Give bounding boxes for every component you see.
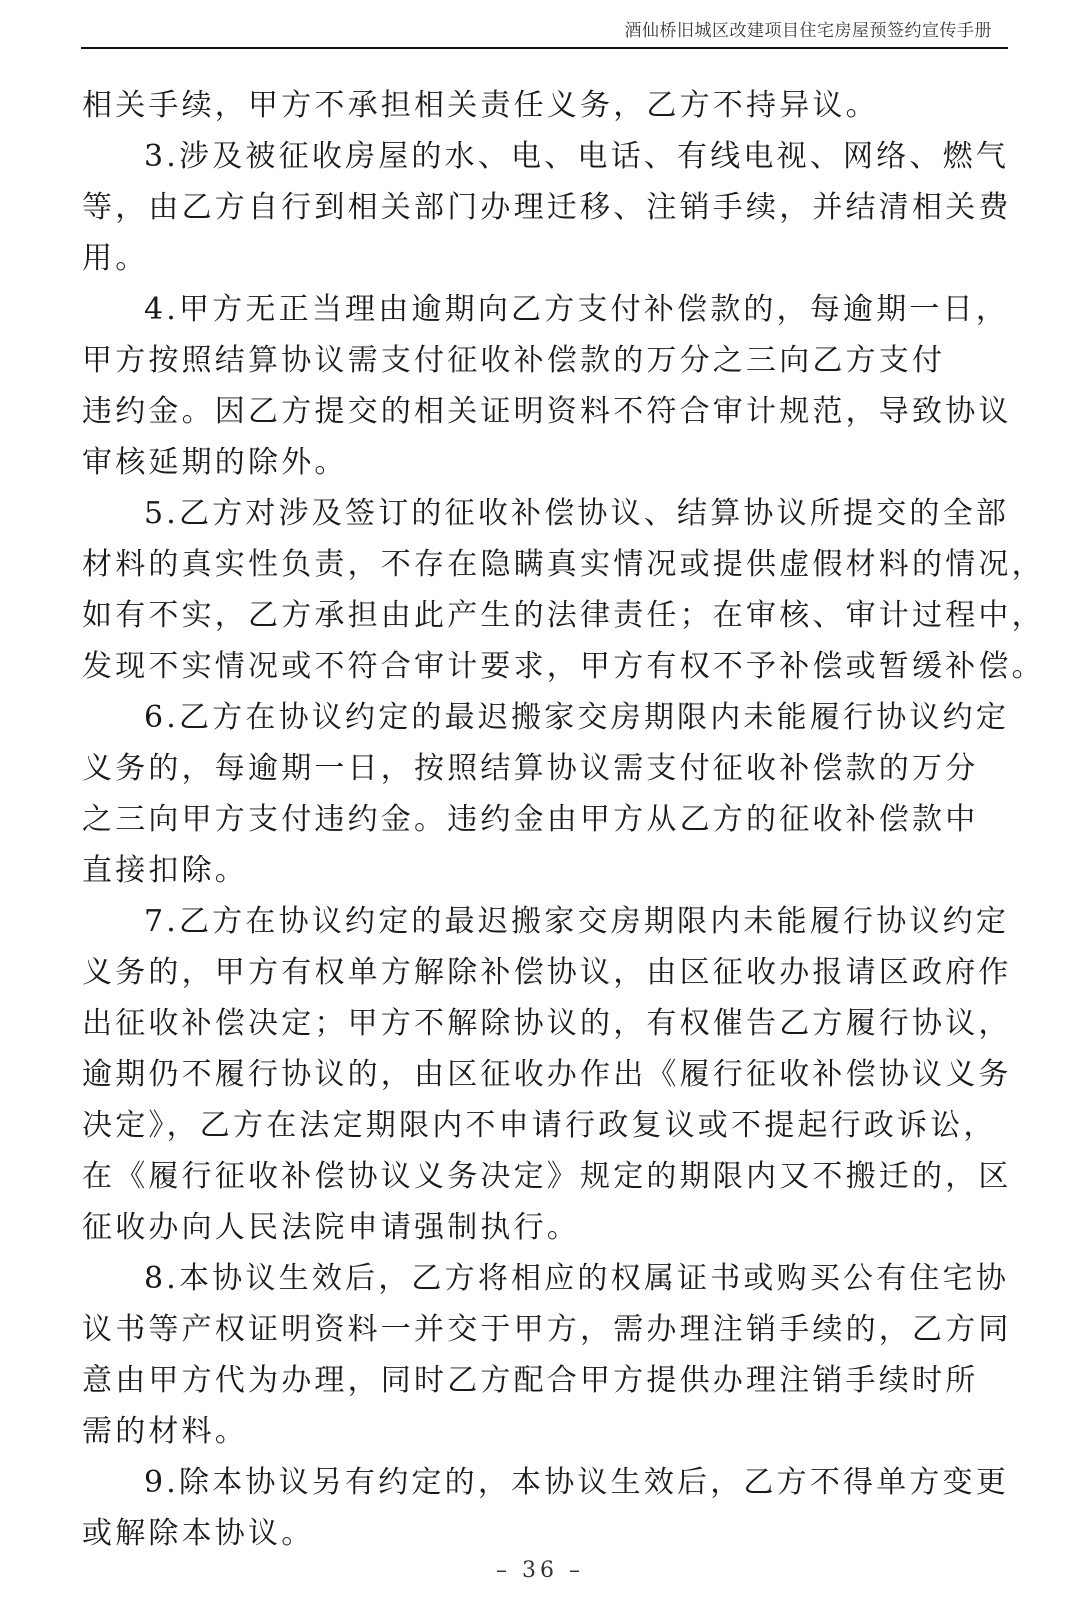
document-title: 酒仙桥旧城区改建项目住宅房屋预签约宣传手册 — [624, 21, 992, 41]
paragraph-line: 决定》，乙方在法定期限内不申请行政复议或不提起行政诉讼， — [82, 1108, 997, 1143]
paragraph-line: 甲方按照结算协议需支付征收补偿款的万分之三向乙方支付 — [82, 343, 946, 378]
paragraph-line: 征收办向人民法院申请强制执行。 — [82, 1210, 580, 1245]
paragraph-first-line: 5.乙方对涉及签订的征收补偿协议、结算协议所提交的全部 — [144, 496, 1010, 531]
paragraph-first-line: 3.涉及被征收房屋的水、电、电话、有线电视、网络、燃气 — [144, 139, 1010, 174]
paragraph-line: 直接扣除。 — [82, 853, 248, 888]
paragraph-first-line: 8.本协议生效后，乙方将相应的权属证书或购买公有住宅协 — [144, 1261, 1010, 1296]
paragraph-line: 之三向甲方支付违约金。违约金由甲方从乙方的征收补偿款中 — [82, 802, 979, 837]
paragraph-line: 义务的，每逾期一日，按照结算协议需支付征收补偿款的万分 — [82, 751, 979, 786]
paragraph-first-line: 9.除本协议另有约定的，本协议生效后，乙方不得单方变更 — [144, 1465, 1010, 1500]
paragraph-first-line: 6.乙方在协议约定的最迟搬家交房期限内未能履行协议约定 — [144, 700, 1010, 735]
page-header — [81, 0, 1008, 49]
paragraph-line: 发现不实情况或不符合审计要求，甲方有权不予补偿或暂缓补偿。 — [82, 649, 1045, 684]
paragraph-line: 审核延期的除外。 — [82, 445, 348, 480]
paragraph-line: 意由甲方代为办理，同时乙方配合甲方提供办理注销手续时所 — [82, 1363, 979, 1398]
page-number: – 36 – — [496, 1558, 584, 1583]
paragraph-line: 议书等产权证明资料一并交于甲方，需办理注销手续的，乙方同 — [82, 1312, 1012, 1347]
page-body — [82, 80, 1045, 1559]
paragraph-first-line: 7.乙方在协议约定的最迟搬家交房期限内未能履行协议约定 — [144, 904, 1010, 939]
paragraph-line: 相关手续，甲方不承担相关责任义务，乙方不持异议。 — [82, 88, 879, 123]
paragraph-first-line: 4.甲方无正当理由逾期向乙方支付补偿款的，每逾期一日， — [144, 292, 1010, 327]
paragraph-line: 义务的，甲方有权单方解除补偿协议，由区征收办报请区政府作 — [82, 955, 1012, 990]
paragraph-line: 出征收补偿决定；甲方不解除协议的，有权催告乙方履行协议， — [82, 1006, 1012, 1041]
paragraph-line: 在《履行征收补偿协议义务决定》规定的期限内又不搬迁的，区 — [82, 1159, 1012, 1194]
paragraph-line: 违约金。因乙方提交的相关证明资料不符合审计规范，导致协议 — [82, 394, 1012, 429]
paragraph-line: 材料的真实性负责，不存在隐瞒真实情况或提供虚假材料的情况， — [82, 547, 1045, 582]
paragraph-line: 逾期仍不履行协议的，由区征收办作出《履行征收补偿协议义务 — [82, 1057, 1012, 1092]
paragraph-line: 用。 — [82, 241, 149, 276]
paragraph-line: 如有不实，乙方承担由此产生的法律责任；在审核、审计过程中， — [82, 598, 1045, 633]
paragraph-line: 需的材料。 — [82, 1414, 248, 1449]
paragraph-line: 等，由乙方自行到相关部门办理迁移、注销手续，并结清相关费 — [82, 190, 1012, 225]
paragraph-line: 或解除本协议。 — [82, 1516, 315, 1551]
